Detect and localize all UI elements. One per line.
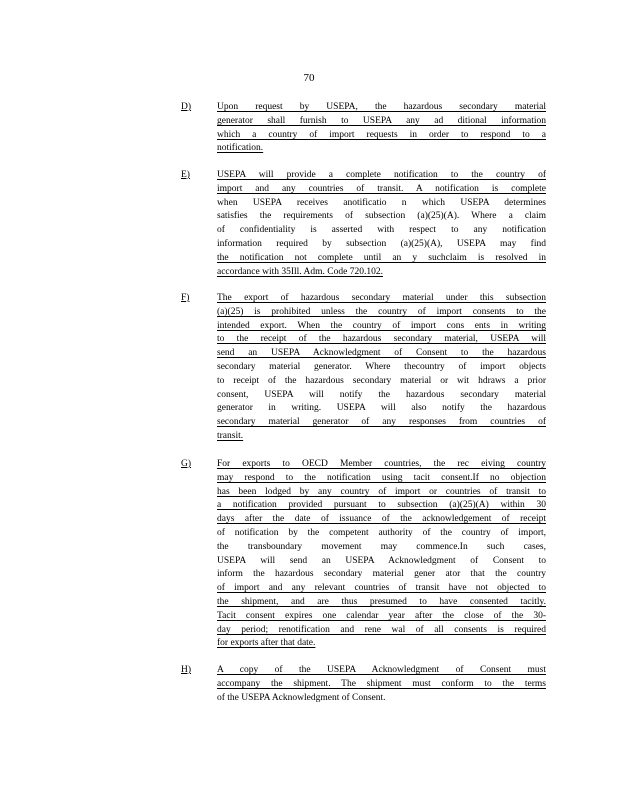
text-line: For exports to OECD Member countries, the rec eiving country (217, 459, 546, 469)
text-line: Upon request by USEPA, the hazardous secondary material (217, 102, 546, 112)
text-line: information required by subsection (a)(25)(A), USEPA may find (217, 238, 546, 249)
paragraph-label: H) (181, 665, 192, 675)
text-line: transit. (217, 430, 244, 441)
paragraph-text (217, 458, 546, 651)
paragraph-text (217, 664, 546, 705)
text-line: notification. (217, 143, 264, 154)
text-line: when USEPA receives anotificatio n which USEPA determines (217, 197, 546, 208)
text-line: a notification provided pursuant to subsection (a)(25)(A) within 30 (217, 500, 546, 511)
paragraph-label: F) (181, 293, 190, 303)
text-line: of confidentiality is asserted with respect to any notification (217, 225, 546, 236)
text-line: consent, USEPA will notify the hazardous secondary material (217, 389, 546, 400)
text-line: may respond to the notification using tacit consent.If no objection (217, 472, 546, 483)
text-line: intended export. When the country of import cons ents in writing (217, 320, 546, 331)
paragraph-text (217, 292, 546, 444)
paragraph-text (217, 169, 546, 279)
text-line: accompany the shipment. The shipment must conform to the terms (217, 678, 546, 689)
text-line: day period; renotification and rene wal of all consents is required (217, 624, 546, 635)
text-line: import and any countries of transit. A notification is complete (217, 183, 546, 194)
text-line: the notification not complete until an y suchclaim is resolved in (217, 252, 546, 263)
text-line: has been lodged by any country of import or countries of transit to (217, 486, 546, 497)
text-line: of import and any relevant countries of transit have not objected to (217, 583, 546, 594)
paragraph-label: E) (181, 170, 190, 180)
text-line: accordance with 35Ill. Adm. Code 720.102. (217, 266, 383, 277)
paragraph-text (217, 101, 546, 156)
text-line: The export of hazardous secondary material under this subsection (217, 293, 546, 303)
paragraph-label: D) (181, 102, 192, 112)
text-line: to receipt of the hazardous secondary material or wit hdraws a prior (217, 375, 546, 386)
text-line: of the USEPA Acknowledgment of Consent. (217, 692, 386, 703)
text-line: days after the date of issuance of the acknowledgement of receipt (217, 514, 546, 525)
text-line: A copy of the USEPA Acknowledgment of Consent must (217, 665, 546, 675)
text-line: (a)(25) is prohibited unless the country of import consents to the (217, 306, 546, 317)
text-line: for exports after that date. (217, 638, 316, 649)
text-line: the shipment, and are thus presumed to have consented tacitly. (217, 596, 546, 607)
page-number: 70 (303, 72, 315, 84)
text-line: inform the hazardous secondary material gener ator that the country (217, 569, 546, 580)
text-line: to the receipt of the hazardous secondary material, USEPA will (217, 334, 546, 345)
text-line: send an USEPA Acknowledgment of Consent to the hazardous (217, 348, 546, 359)
text-line: generator shall furnish to USEPA any ad ditional information (217, 115, 546, 126)
text-line: of notification by the competent authority of the country of import, (217, 527, 546, 538)
text-line: generator in writing. USEPA will also notify the hazardous (217, 403, 546, 414)
text-line: the transboundary movement may commence.In such cases, (217, 541, 546, 552)
text-line: Tacit consent expires one calendar year after the close of the 30- (217, 610, 546, 621)
text-line: which a country of import requests in order to respond to a (217, 129, 546, 140)
text-line: USEPA will provide a complete notification to the country of (217, 170, 546, 180)
text-line: satisfies the requirements of subsection (a)(25)(A). Where a claim (217, 211, 546, 222)
text-line: secondary material generator of any responses from countries of (217, 417, 546, 428)
text-line: USEPA will send an USEPA Acknowledgment of Consent to (217, 555, 546, 566)
paragraph-label: G) (181, 459, 192, 469)
text-line: secondary material generator. Where thecountry of import objects (217, 361, 546, 372)
